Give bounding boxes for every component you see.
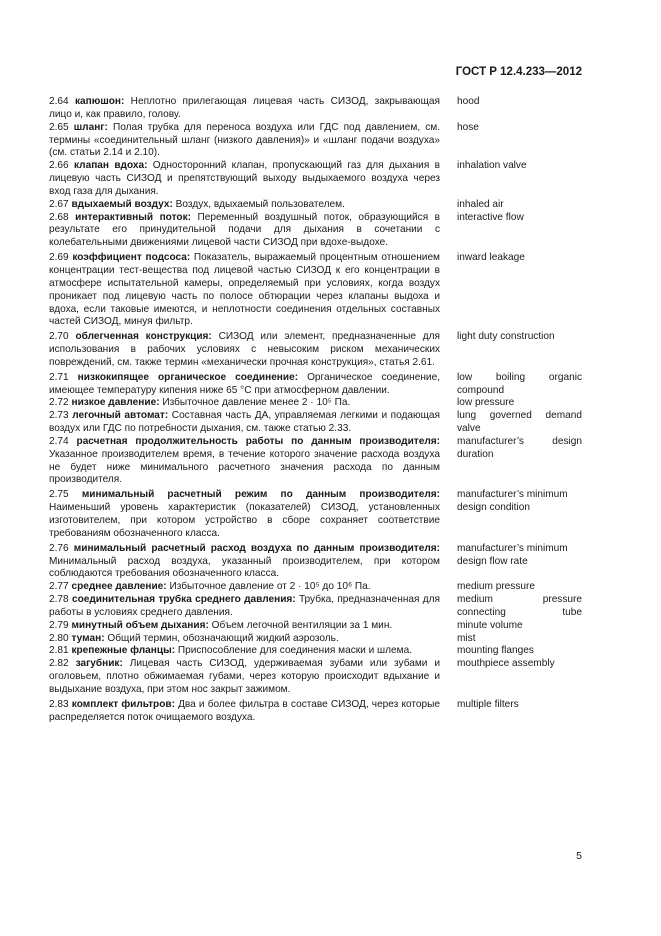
entry-term-en: mouthpiece assembly (457, 658, 555, 670)
glossary-entry (0, 543, 661, 582)
entry-term-en: minute volume (457, 619, 523, 631)
glossary-entry (0, 645, 661, 658)
entry-term: минимальный расчетный режим по данным производителя: (81, 489, 440, 501)
glossary-entry (0, 397, 661, 410)
glossary-entry (0, 199, 661, 212)
glossary-entry (0, 699, 661, 725)
entry-term-en: light duty construction (457, 331, 555, 343)
entry-term: туман: (71, 632, 105, 644)
entry-definition-ru: 2.78 соединительная трубка среднего давления: Трубка, предназначенная для работы в условиях среднего давления. (49, 594, 440, 618)
entry-definition-ru: 2.83 комплект фильтров: Два и более фильтра в составе СИЗОД, через которые распределяется поток очищаемого воздуха. (49, 698, 440, 723)
glossary-entry (0, 212, 661, 251)
entry-definition-ru: 2.75 минимальный расчетный режим по данным производителя: Наименьший уровень характеристик (показателей) СИЗОД, установленных изготовителем, при котором устройство в сборе сохраняет соответствие требованиям обозначенного класса. (49, 489, 440, 539)
entry-definition-ru: 2.81 крепежные фланцы: Приспособление для соединения маски и шлема. (49, 645, 413, 657)
entry-term: минутный объем дыхания: (71, 619, 209, 631)
glossary-entry (0, 594, 661, 620)
entry-definition-ru: 2.76 минимальный расчетный расход воздуха по данным производителя: Минимальный расход воздуха, указанный производителем, при котором соблюдаются требования обозначенного класса. (49, 542, 440, 580)
entry-definition-ru: 2.73 легочный автомат: Составная часть ДА, управляемая легкими и подающая воздух или ГДС по потребности дыхания, см. также статью 2.33. (49, 410, 440, 435)
glossary-entry (0, 410, 661, 436)
entry-definition-ru: 2.74 расчетная продолжительность работы по данным производителя: Указанное производителем время, в течение которого значение расхода воздуха не будет ниже минимального расчетного значения расхода по данным производителя. (49, 435, 440, 486)
glossary-entry (0, 489, 661, 540)
entry-term-en: manufacturer’s minimum design condition (457, 489, 568, 514)
entry-term: загубник: (75, 658, 123, 670)
entry-definition-ru: 2.72 низкое давление: Избыточное давление менее 2 · 10⁵ Па. (49, 397, 351, 409)
entry-term: легочный автомат: (72, 410, 169, 422)
entry-term-en: inward leakage (457, 252, 525, 264)
glossary-entry (0, 160, 661, 199)
glossary-entry (0, 331, 661, 370)
document-header: ГОСТ Р 12.4.233—2012 (455, 66, 582, 78)
glossary (0, 96, 661, 725)
entry-term-en: multiple filters (457, 698, 519, 710)
entry-term-en: inhaled air (457, 198, 504, 210)
page-number: 5 (576, 850, 582, 862)
entry-term-en: lung governed demand valve (457, 410, 582, 435)
entry-definition-ru: 2.71 низкокипящее органическое соединение: Органическое соединение, имеющее температуру кипения ниже 65 °С при атмосферном давлении. (49, 371, 440, 396)
glossary-entry (0, 633, 661, 646)
entry-term: комплект фильтров: (71, 698, 175, 710)
entry-definition-ru: 2.70 облегченная конструкция: СИЗОД или элемент, предназначенные для использования в рабочих условиях с невысоким риском механических повреждений, см. также термин «механически прочная конструкция», статья 2.61. (49, 331, 440, 368)
entry-term: крепежные фланцы: (71, 645, 176, 657)
glossary-entry (0, 436, 661, 487)
entry-definition-ru: 2.68 интерактивный поток: Переменный воздушный поток, образующийся в результате его принудительной подачи для дыхания в сочетании с колебательными движениями лицевой части СИЗОД при вдохе-выдохе. (49, 211, 440, 249)
glossary-entry (0, 658, 661, 697)
entry-definition-ru: 2.79 минутный объем дыхания: Объем легочной вентиляции за 1 мин. (49, 619, 393, 631)
entry-term: расчетная продолжительность работы по данным производителя: (76, 435, 440, 447)
entry-term-en: inhalation valve (457, 160, 527, 172)
entry-term-en: low pressure (457, 397, 515, 409)
entry-definition-ru: 2.80 туман: Общий термин, обозначающий жидкий аэрозоль. (49, 632, 339, 644)
entry-term: облегченная конструкция: (75, 331, 212, 343)
entry-term-en: medium pressure connecting tube (457, 594, 582, 618)
entry-term-en: mist (457, 632, 476, 644)
entry-term-en: interactive flow (457, 211, 524, 223)
entry-term-en: low boiling organic compound (457, 371, 582, 396)
entry-definition-ru: 2.64 капюшон: Неплотно прилегающая лицевая часть СИЗОД, закрывающая лицо и, как правило, голову. (49, 96, 440, 120)
entry-term-en: hose (457, 121, 479, 133)
entry-definition-ru: 2.66 клапан вдоха: Односторонний клапан, пропускающий газ для дыхания в лицевую часть СИЗОД и препятствующий выходу выдыхаемого воздуха через вход газа для дыхания. (49, 160, 440, 197)
entry-term-en: mounting flanges (457, 645, 534, 657)
entry-term: соединительная трубка среднего давления: (71, 594, 296, 606)
entry-definition-ru: 2.65 шланг: Полая трубка для переноса воздуха или ГДС под давлением, см. термины «соединительный шланг (низкого давления)» и «шланг подачи воздуха» (см. статьи 2.14 и 2.10). (49, 121, 440, 159)
glossary-entry (0, 122, 661, 161)
entry-term-en: medium pressure (457, 581, 535, 593)
entry-term: среднее давление: (71, 581, 167, 593)
entry-term: интерактивный поток: (75, 211, 191, 223)
entry-term: клапан вдоха: (74, 160, 148, 172)
entry-term-en: hood (457, 96, 480, 107)
entry-term-en: manufacturer’s design duration (457, 435, 582, 460)
entry-term: низкое давление: (71, 397, 160, 409)
glossary-entry (0, 252, 661, 329)
entry-definition-ru: 2.69 коэффициент подсоса: Показатель, выражаемый процентным отношением концентрации тест-вещества под лицевой частью СИЗОД к его концентрации в атмосфере испытательной камеры, определяемый при условиях, когда воздух проникает под лицевую часть по полосе обтюрации через клапаны выдоха и вдоха, если таковые имеются, и неплотности соединения отдельных составных частей СИЗОД, минуя фильтр. (49, 252, 441, 328)
entry-term: шланг: (73, 121, 108, 133)
entry-definition-ru: 2.82 загубник: Лицевая часть СИЗОД, удерживаемая зубами или зубами и оголовьем, плотно обжимаемая губами, через которую происходит вдыхание и выдыхание воздуха, при этом нос закрыт зажимом. (49, 658, 440, 695)
entry-term: вдыхаемый воздух: (71, 198, 173, 210)
glossary-entry (0, 581, 661, 594)
entry-term: капюшон: (74, 96, 125, 107)
entry-term: минимальный расчетный расход воздуха по данным производителя: (73, 542, 440, 554)
glossary-entry (0, 96, 661, 122)
entry-term: низкокипящее органическое соединение: (77, 371, 299, 383)
glossary-entry (0, 620, 661, 633)
entry-definition-ru: 2.67 вдыхаемый воздух: Воздух, вдыхаемый пользователем. (49, 198, 345, 210)
glossary-entry (0, 372, 661, 398)
entry-definition-ru: 2.77 среднее давление: Избыточное давление от 2 · 10⁵ до 10⁶ Па. (49, 581, 371, 593)
entry-term: коэффициент подсоса: (72, 252, 191, 264)
entry-term-en: manufacturer’s minimum design flow rate (457, 542, 568, 567)
